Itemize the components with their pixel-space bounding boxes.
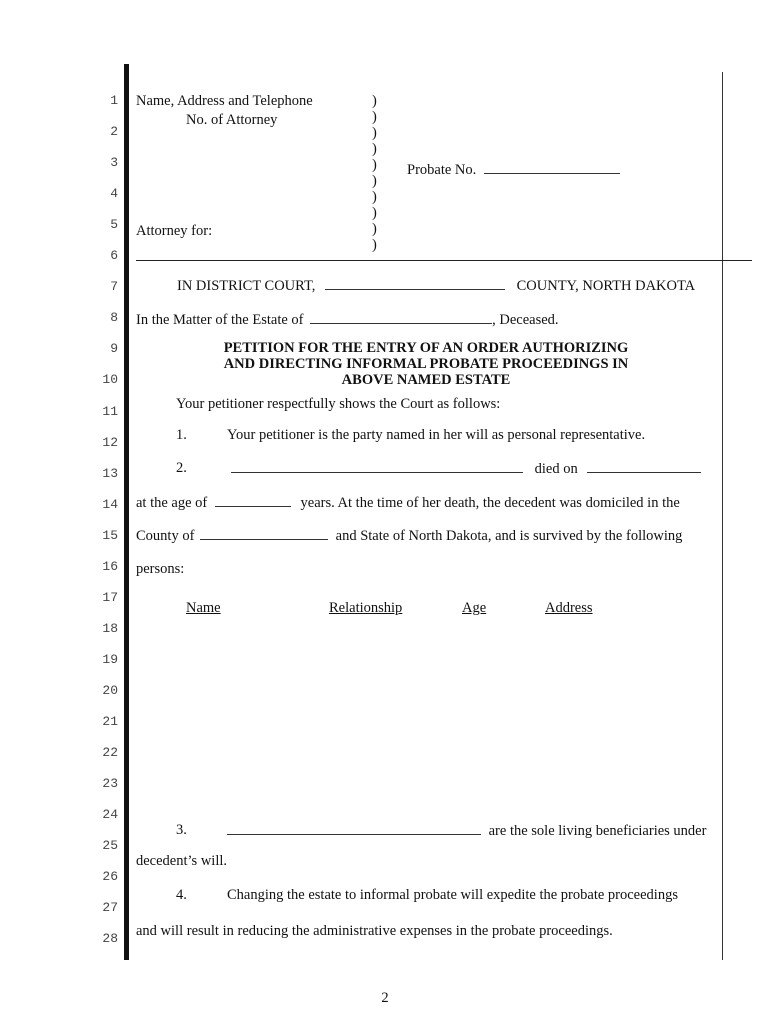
caption-paren: ) (372, 189, 377, 205)
paragraph-4-text: Changing the estate to informal probate will expedite the probate proceedings (227, 887, 678, 903)
line-number: 9 (110, 341, 118, 357)
age-suffix: years. At the time of her death, the decedent was domiciled in the (300, 495, 680, 511)
line-number: 26 (102, 869, 118, 885)
paragraph-2-line2 (136, 494, 680, 511)
line-number: 15 (102, 527, 118, 543)
paragraph-4-cont: and will result in reducing the administrative expenses in the probate proceedings. (136, 923, 613, 939)
header-relationship: Relationship (329, 600, 403, 616)
estate-line (136, 311, 559, 328)
probate-no-label: Probate No. (407, 162, 477, 178)
caption-paren: ) (372, 173, 377, 189)
probate-no-field[interactable] (407, 161, 620, 178)
died-on-label: died on (534, 461, 578, 477)
beneficiaries-blank[interactable] (227, 822, 481, 835)
header-name: Name (186, 600, 221, 616)
caption-paren: ) (372, 125, 377, 141)
line-number: 25 (102, 838, 118, 854)
line-number: 1 (110, 93, 118, 108)
line-number: 18 (102, 620, 118, 636)
attorney-name-label: Name, Address and Telephone (136, 93, 313, 109)
caption-paren: ) (372, 205, 377, 221)
line-number: 11 (102, 403, 118, 419)
probate-no-blank[interactable] (484, 161, 620, 174)
date-of-death-blank[interactable] (587, 460, 701, 473)
caption-paren: ) (372, 221, 377, 237)
paragraph-1-number: 1. (176, 427, 187, 443)
caption-paren: ) (372, 157, 377, 173)
caption-paren: ) (372, 141, 377, 157)
caption-divider (136, 260, 752, 261)
line-number: 21 (102, 714, 118, 729)
paragraph-1-text: Your petitioner is the party named in her will as personal representative. (227, 427, 646, 443)
line-number: 23 (102, 776, 118, 792)
line-number: 20 (102, 682, 118, 698)
paragraph-2-line1 (231, 460, 701, 477)
line-number: 16 (102, 558, 118, 574)
line-number: 24 (102, 807, 118, 823)
county-prefix: County of (136, 528, 195, 544)
decedent-blank[interactable] (231, 460, 523, 473)
line-number: 22 (102, 745, 118, 761)
age-blank[interactable] (215, 494, 291, 507)
paragraph-2-line3 (136, 527, 682, 544)
attorney-phone-label: No. of Attorney (186, 112, 278, 128)
line-number: 13 (102, 465, 118, 481)
domicile-county-blank[interactable] (200, 527, 328, 540)
line-number: 3 (110, 155, 118, 171)
estate-suffix: , Deceased. (492, 312, 559, 328)
paragraph-3-line1 (227, 822, 706, 839)
decedent-name-blank[interactable] (310, 311, 492, 324)
line-number: 8 (110, 310, 118, 326)
line-number: 17 (102, 589, 118, 605)
estate-prefix: In the Matter of the Estate of (136, 312, 304, 328)
caption-paren: ) (372, 93, 377, 109)
header-address: Address (545, 600, 593, 616)
line-number: 28 (102, 931, 118, 947)
intro-text: Your petitioner respectfully shows the Court as follows: (176, 396, 501, 412)
persons-label: persons: (136, 561, 185, 577)
county-suffix: and State of North Dakota, and is survived by the following (335, 528, 683, 544)
line-number: 27 (102, 900, 118, 916)
line-number: 2 (110, 124, 118, 140)
paragraph-3-cont: decedent’s will. (136, 853, 228, 869)
petition-title-line2: AND DIRECTING INFORMAL PROBATE PROCEEDINGS IN (223, 356, 629, 372)
caption-paren: ) (372, 237, 377, 253)
page-number: 2 (381, 990, 389, 1006)
court-prefix: IN DISTRICT COURT, (177, 278, 316, 294)
age-prefix: at the age of (136, 495, 208, 511)
line-number: 12 (102, 434, 118, 450)
petition-title-line3: ABOVE NAMED ESTATE (341, 372, 511, 388)
line-number: 7 (110, 279, 118, 295)
court-line (177, 277, 695, 294)
petition-title-line1: PETITION FOR THE ENTRY OF AN ORDER AUTHORIZING (223, 340, 629, 356)
right-margin-rule (722, 72, 723, 960)
line-number: 6 (110, 248, 118, 264)
line-number: 14 (102, 496, 118, 512)
line-number: 10 (102, 372, 118, 388)
paragraph-3-number: 3. (176, 822, 187, 838)
court-suffix: COUNTY, NORTH DAKOTA (516, 278, 696, 294)
header-age: Age (462, 600, 487, 616)
line-number: 19 (102, 651, 118, 667)
line-number: 5 (110, 217, 118, 233)
paragraph-3-text: are the sole living beneficiaries under (488, 823, 707, 839)
caption-paren: ) (372, 109, 377, 125)
county-blank[interactable] (325, 277, 505, 290)
paragraph-2-number: 2. (176, 460, 187, 476)
paragraph-4-number: 4. (176, 887, 187, 903)
attorney-for-label: Attorney for: (136, 223, 213, 239)
line-number: 4 (110, 186, 118, 202)
left-margin-double-rule (124, 64, 129, 960)
